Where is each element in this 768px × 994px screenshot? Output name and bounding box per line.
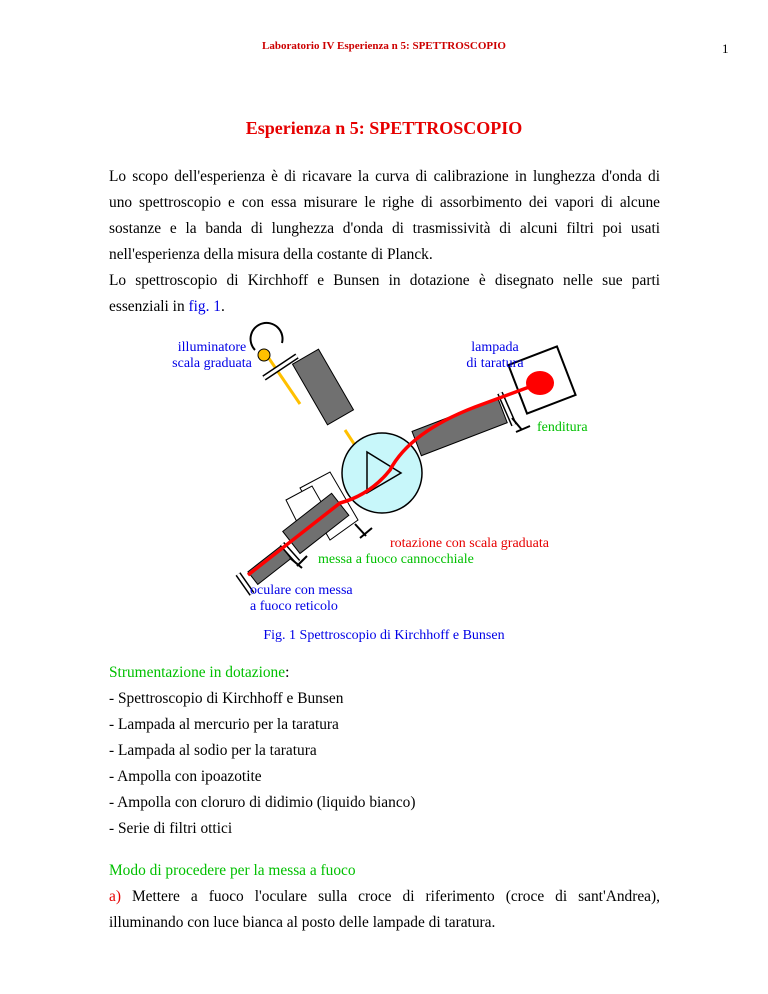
step-a-marker: a) [109, 888, 121, 905]
intro-line-4: nell'esperienza della misura della costante di Planck. [109, 246, 433, 263]
label-rotazione: rotazione con scala graduata [390, 536, 549, 551]
equipment-item: - Lampada al sodio per la taratura [109, 742, 317, 759]
equipment-heading [109, 664, 289, 682]
running-header: Laboratorio IV Esperienza n 5: SPETTROSCOPIO [262, 40, 506, 52]
eyepiece-tube [248, 546, 291, 584]
intro-line-3: sostanze e la banda di lunghezza d'onda di trasmissività di alcuni filtri poi usati [109, 220, 660, 237]
intro-line-6-text: essenziali in [109, 298, 189, 315]
label-fenditura: fenditura [537, 420, 588, 435]
label-lampada-1: lampada [471, 340, 519, 355]
scale-tube [293, 349, 354, 425]
equipment-item: - Lampada al mercurio per la taratura [109, 716, 339, 733]
label-lampada-2: di taratura [466, 356, 524, 371]
page-title: Esperienza n 5: SPETTROSCOPIO [245, 118, 523, 138]
label-oculare [250, 583, 353, 615]
equipment-item: - Ampolla con ipoazotite [109, 768, 262, 785]
equipment-item: - Spettroscopio di Kirchhoff e Bunsen [109, 690, 344, 707]
page-number: 1 [722, 41, 729, 56]
procedure-step-a-line-1 [109, 884, 660, 910]
intro-line-1: Lo scopo dell'esperienza è di ricavare la curva di calibrazione in lunghezza d'onda di [109, 168, 660, 185]
label-oculare-2: a fuoco reticolo [250, 599, 338, 614]
step-a-text: Mettere a fuoco l'oculare sulla croce di riferimento (croce di sant'Andrea), [120, 888, 660, 905]
equipment-item: - Ampolla con cloruro di didimio (liquido bianco) [109, 794, 416, 811]
intro-line-6-end: . [221, 298, 225, 315]
procedure-step-a-line-2: illuminando con luce bianca al posto delle lampade di taratura. [109, 914, 496, 931]
equipment-heading-colon: : [285, 664, 290, 681]
equipment-heading-text: Strumentazione in dotazione [109, 664, 286, 681]
figure-reference-link[interactable]: fig. 1 [188, 298, 221, 315]
equipment-item: - Serie di filtri ottici [109, 820, 233, 837]
label-illuminatore-2: scala graduata [172, 356, 252, 371]
intro-line-5: Lo spettroscopio di Kirchhoff e Bunsen in dotazione è disegnato nelle sue parti [109, 272, 660, 289]
figure-caption: Fig. 1 Spettroscopio di Kirchhoff e Bunsen [263, 628, 505, 643]
label-oculare-1: oculare con messa [250, 583, 353, 598]
label-illuminatore-1: illuminatore [177, 340, 247, 355]
collimator-tube [412, 398, 507, 455]
label-illuminatore [152, 340, 272, 372]
procedure-step-a [109, 884, 660, 936]
intro-line-2: uno spettroscopio e con essa misurare le righe di assorbimento dei vapori di alcune [109, 194, 660, 211]
label-messa-fuoco: messa a fuoco cannocchiale [318, 552, 474, 567]
label-lampada [455, 340, 535, 372]
procedure-heading: Modo di procedere per la messa a fuoco [109, 862, 356, 879]
